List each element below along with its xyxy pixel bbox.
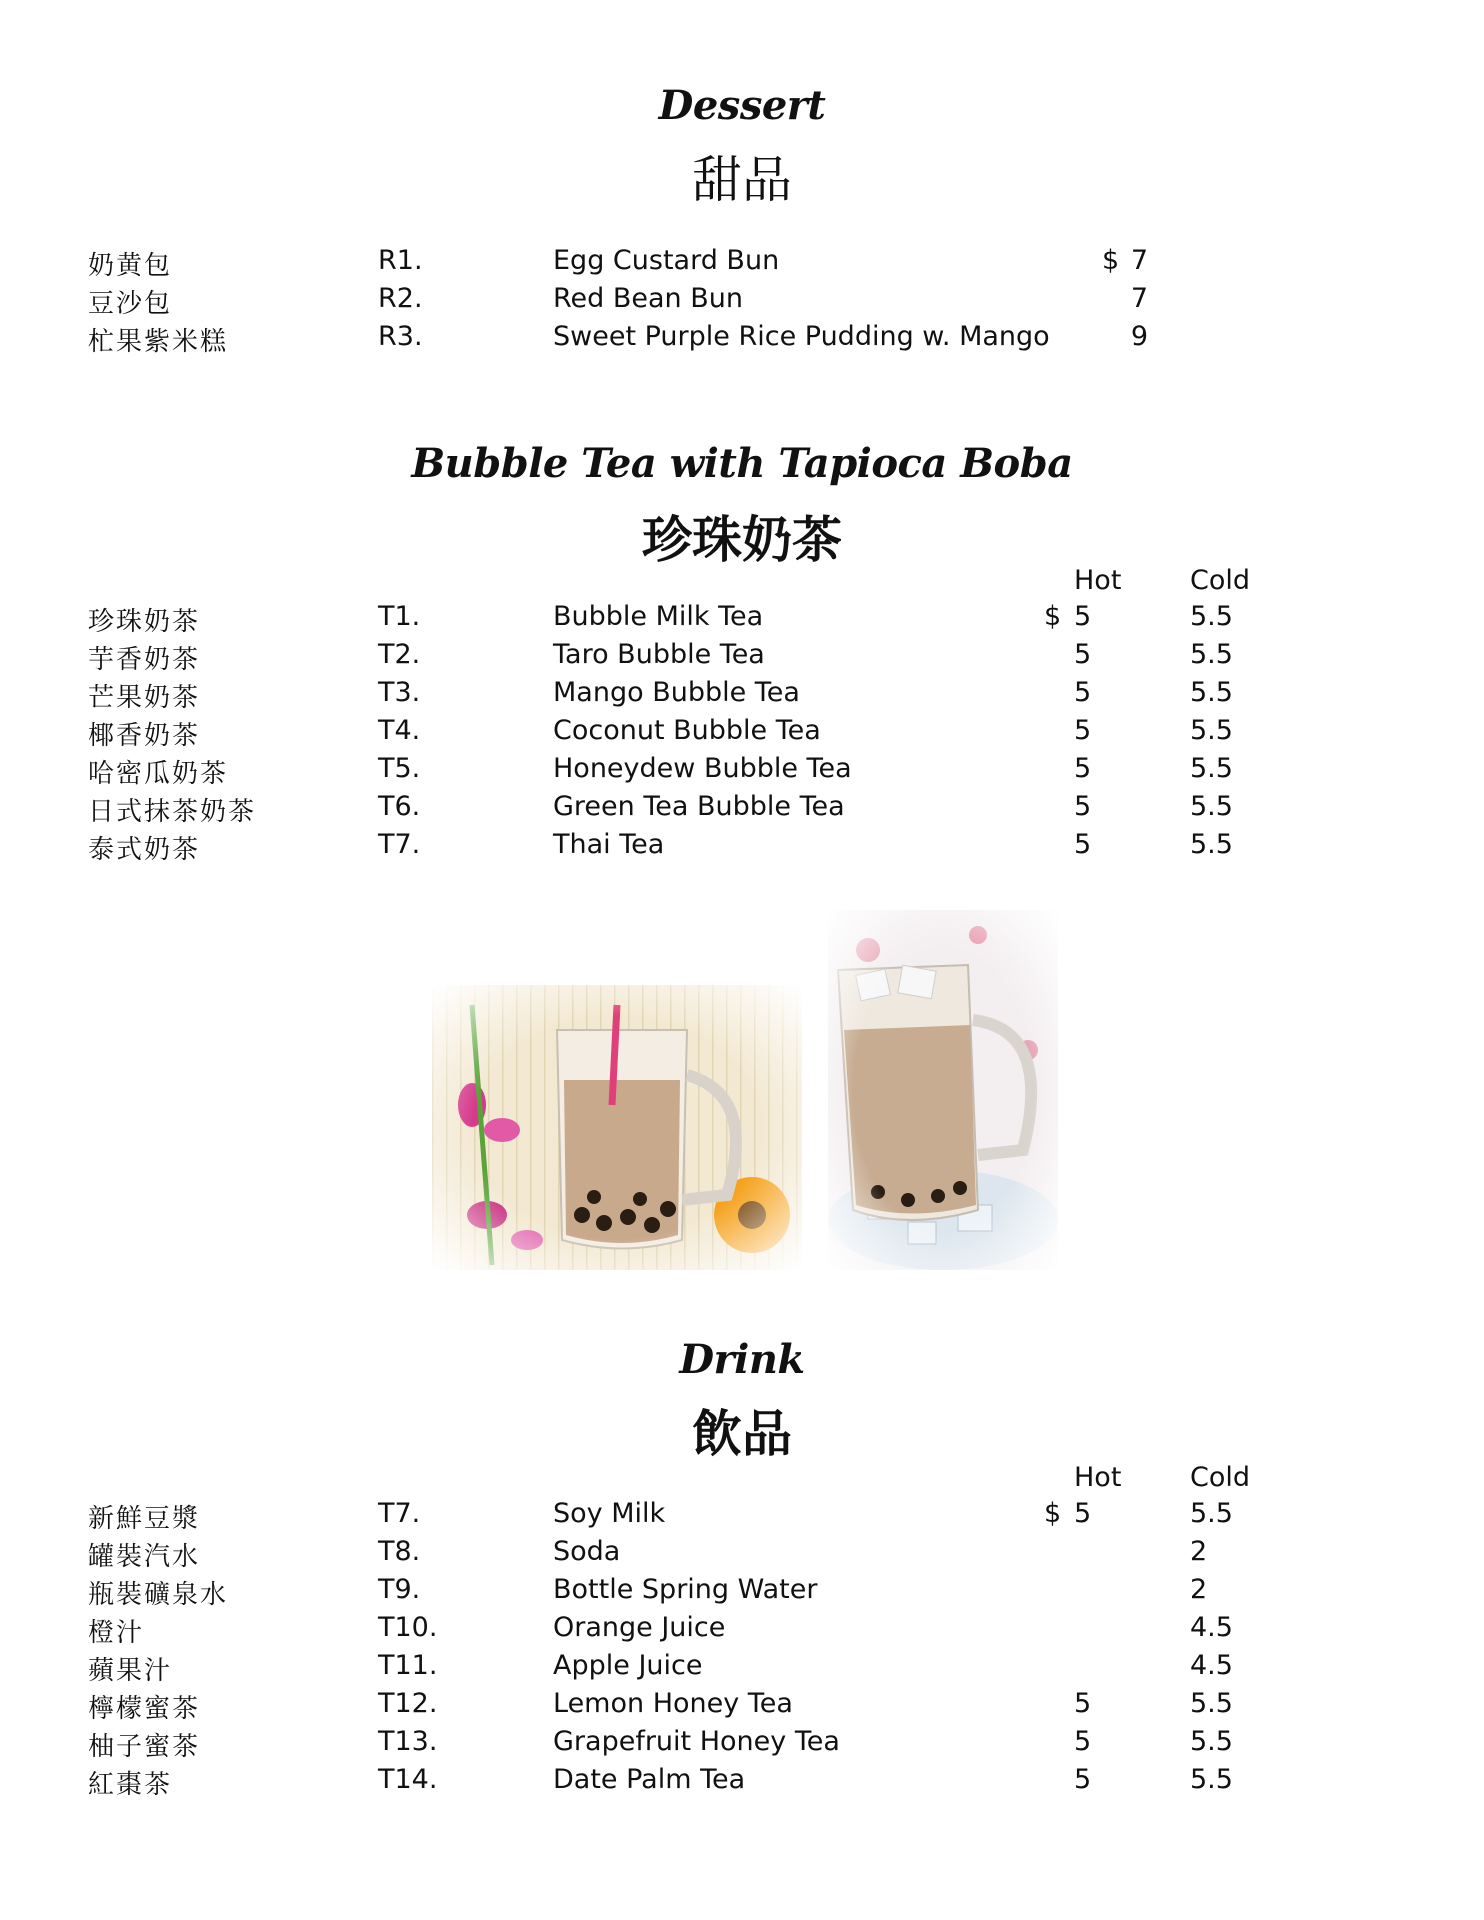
dessert-title: Dessert bbox=[658, 82, 826, 129]
item-name: Sweet Purple Rice Pudding w. Mango bbox=[553, 321, 1050, 352]
item-chinese-name: 蘋果汁 bbox=[88, 1656, 173, 1686]
item-name: Apple Juice bbox=[553, 1650, 703, 1681]
item-code: T10. bbox=[378, 1612, 438, 1643]
item-name: Thai Tea bbox=[553, 829, 665, 860]
item-chinese-name: 檸檬蜜茶 bbox=[88, 1694, 201, 1724]
cold-price: 4.5 bbox=[1190, 1650, 1233, 1681]
item-code: T6. bbox=[378, 791, 421, 822]
menu-item bbox=[0, 791, 1484, 829]
item-name: Date Palm Tea bbox=[553, 1764, 746, 1795]
item-name: Soda bbox=[553, 1536, 621, 1567]
bubble-tea-photo-right bbox=[828, 910, 1058, 1270]
hot-price: 5 bbox=[1074, 601, 1092, 632]
cold-price: 5.5 bbox=[1190, 715, 1233, 746]
item-chinese-name: 豆沙包 bbox=[88, 289, 173, 319]
menu-item bbox=[0, 1650, 1484, 1688]
hot-column-header: Hot bbox=[1074, 565, 1122, 596]
cold-column-header: Cold bbox=[1190, 565, 1251, 596]
item-code: T12. bbox=[378, 1688, 438, 1719]
menu-item bbox=[0, 1764, 1484, 1802]
cold-price: 5.5 bbox=[1190, 639, 1233, 670]
item-name: Honeydew Bubble Tea bbox=[553, 753, 852, 784]
hot-price: 5 bbox=[1074, 753, 1092, 784]
menu-item bbox=[0, 1498, 1484, 1536]
item-code: T13. bbox=[378, 1726, 438, 1757]
menu-item bbox=[0, 715, 1484, 753]
hot-price: 5 bbox=[1074, 677, 1092, 708]
item-chinese-name: 椰香奶茶 bbox=[88, 721, 201, 751]
cold-price: 5.5 bbox=[1190, 1498, 1233, 1529]
item-name: Grapefruit Honey Tea bbox=[553, 1726, 840, 1757]
item-code: T2. bbox=[378, 639, 421, 670]
hot-price: 5 bbox=[1074, 1764, 1092, 1795]
menu-item bbox=[0, 1574, 1484, 1612]
item-code: R2. bbox=[378, 283, 423, 314]
cold-price: 2 bbox=[1190, 1574, 1208, 1605]
menu-item bbox=[0, 1688, 1484, 1726]
hot-price: 5 bbox=[1074, 1726, 1092, 1757]
item-chinese-name: 橙汁 bbox=[88, 1618, 145, 1648]
item-chinese-name: 泰式奶茶 bbox=[88, 835, 201, 865]
item-code: T7. bbox=[378, 1498, 421, 1529]
item-name: Lemon Honey Tea bbox=[553, 1688, 793, 1719]
item-chinese-name: 罐裝汽水 bbox=[88, 1542, 201, 1572]
item-code: T11. bbox=[378, 1650, 438, 1681]
menu-item bbox=[0, 1612, 1484, 1650]
bubble-tea-title: Bubble Tea with Tapioca Boba bbox=[411, 440, 1073, 487]
menu-item bbox=[0, 829, 1484, 867]
cold-column-header: Cold bbox=[1190, 1462, 1251, 1493]
item-name: Taro Bubble Tea bbox=[553, 639, 765, 670]
cold-price: 5.5 bbox=[1190, 1688, 1233, 1719]
hot-price: 5 bbox=[1074, 1688, 1092, 1719]
item-code: T1. bbox=[378, 601, 421, 632]
item-chinese-name: 芒果奶茶 bbox=[88, 683, 201, 713]
currency-sign: $ bbox=[1044, 1498, 1062, 1529]
drink-title: Drink bbox=[679, 1336, 805, 1383]
menu-item bbox=[0, 677, 1484, 715]
photo-fade bbox=[432, 985, 802, 1270]
cold-price: 5.5 bbox=[1190, 791, 1233, 822]
item-code: R3. bbox=[378, 321, 423, 352]
item-name: Bottle Spring Water bbox=[553, 1574, 818, 1605]
item-name: Egg Custard Bun bbox=[553, 245, 780, 276]
item-chinese-name: 紅棗茶 bbox=[88, 1770, 173, 1800]
currency-sign: $ bbox=[1102, 245, 1120, 276]
item-code: T8. bbox=[378, 1536, 421, 1567]
item-chinese-name: 日式抹茶奶茶 bbox=[88, 797, 257, 827]
cold-price: 5.5 bbox=[1190, 753, 1233, 784]
menu-item bbox=[0, 601, 1484, 639]
menu-item bbox=[0, 321, 1484, 359]
item-name: Red Bean Bun bbox=[553, 283, 744, 314]
item-code: R1. bbox=[378, 245, 423, 276]
menu-item bbox=[0, 639, 1484, 677]
drink-title-zh: 飲品 bbox=[692, 1404, 792, 1463]
item-code: T9. bbox=[378, 1574, 421, 1605]
bubble-tea-title-zh: 珍珠奶茶 bbox=[642, 510, 842, 569]
item-code: T5. bbox=[378, 753, 421, 784]
hot-price: 5 bbox=[1074, 791, 1092, 822]
hot-price: 5 bbox=[1074, 1498, 1092, 1529]
hot-price: 5 bbox=[1074, 715, 1092, 746]
item-name: Soy Milk bbox=[553, 1498, 666, 1529]
photo-fade bbox=[828, 910, 1058, 1270]
menu-item bbox=[0, 283, 1484, 321]
item-chinese-name: 杧果紫米糕 bbox=[88, 327, 229, 357]
bubble-tea-photo-left bbox=[432, 985, 802, 1270]
item-chinese-name: 哈密瓜奶茶 bbox=[88, 759, 229, 789]
cold-price: 5.5 bbox=[1190, 601, 1233, 632]
item-code: T3. bbox=[378, 677, 421, 708]
item-name: Orange Juice bbox=[553, 1612, 726, 1643]
item-name: Bubble Milk Tea bbox=[553, 601, 764, 632]
currency-sign: $ bbox=[1044, 601, 1062, 632]
item-chinese-name: 珍珠奶茶 bbox=[88, 607, 201, 637]
cold-price: 2 bbox=[1190, 1536, 1208, 1567]
cold-price: 5.5 bbox=[1190, 829, 1233, 860]
menu-item bbox=[0, 245, 1484, 283]
dessert-title-zh: 甜品 bbox=[692, 151, 792, 209]
item-name: Green Tea Bubble Tea bbox=[553, 791, 845, 822]
cold-price: 5.5 bbox=[1190, 1764, 1233, 1795]
item-code: T14. bbox=[378, 1764, 438, 1795]
menu-item bbox=[0, 1536, 1484, 1574]
item-chinese-name: 新鮮豆漿 bbox=[88, 1504, 201, 1534]
cold-price: 5.5 bbox=[1190, 1726, 1233, 1757]
item-code: T4. bbox=[378, 715, 421, 746]
menu-item bbox=[0, 753, 1484, 791]
item-price: 7 bbox=[1130, 283, 1148, 314]
item-code: T7. bbox=[378, 829, 421, 860]
cold-price: 5.5 bbox=[1190, 677, 1233, 708]
hot-price: 5 bbox=[1074, 829, 1092, 860]
item-name: Mango Bubble Tea bbox=[553, 677, 800, 708]
item-price: 7 bbox=[1130, 245, 1148, 276]
hot-column-header: Hot bbox=[1074, 1462, 1122, 1493]
item-chinese-name: 芋香奶茶 bbox=[88, 645, 201, 675]
cold-price: 4.5 bbox=[1190, 1612, 1233, 1643]
item-chinese-name: 瓶裝礦泉水 bbox=[88, 1580, 229, 1610]
item-chinese-name: 柚子蜜茶 bbox=[88, 1732, 201, 1762]
item-name: Coconut Bubble Tea bbox=[553, 715, 821, 746]
item-price: 9 bbox=[1130, 321, 1148, 352]
hot-price: 5 bbox=[1074, 639, 1092, 670]
menu-item bbox=[0, 1726, 1484, 1764]
item-chinese-name: 奶黄包 bbox=[88, 251, 173, 281]
